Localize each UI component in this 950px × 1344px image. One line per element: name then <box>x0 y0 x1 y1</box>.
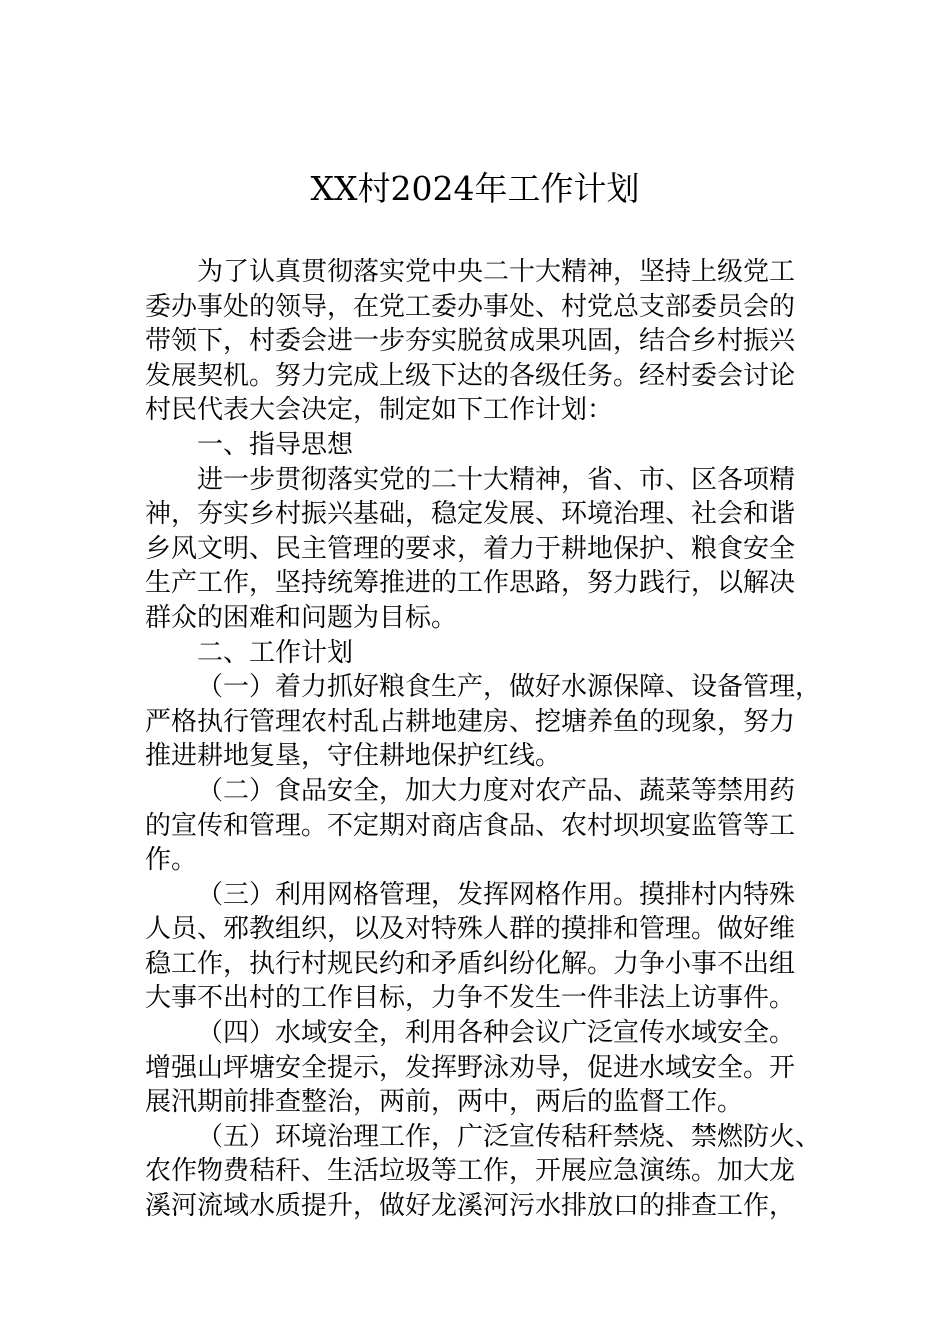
text-line: 带领下，村委会进一步夯实脱贫成果巩固，结合乡村振兴 <box>145 326 796 357</box>
text-line: 生产工作，坚持统筹推进的工作思路，努力践行，以解决 <box>145 568 796 599</box>
text-line: 进一步贯彻落实党的二十大精神，省、市、区各项精 <box>197 464 796 495</box>
text-line: 为了认真贯彻落实党中央二十大精神，坚持上级党工 <box>197 257 796 287</box>
text-line: 稳工作，执行村规民约和矛盾纠纷化解。力争小事不出组 <box>145 948 796 979</box>
text-line: 人员、邪教组织，以及对特殊人群的摸排和管理。做好维 <box>145 914 796 945</box>
text-line: 展汛期前排查整治，两前，两中，两后的监督工作。 <box>145 1087 744 1118</box>
section-heading: 一、指导思想 <box>197 429 354 460</box>
document-body <box>145 255 822 1224</box>
text-line: 增强山坪塘安全提示，发挥野泳劝导，促进水域安全。开 <box>145 1052 796 1083</box>
text-line: （五）环境治理工作，广泛宣传秸秆禁烧、禁燃防火、 <box>197 1121 822 1152</box>
text-line: 大事不出村的工作目标，力争不发生一件非法上访事件。 <box>145 983 796 1014</box>
text-line: 委办事处的领导，在党工委办事处、村党总支部委员会的 <box>145 291 796 322</box>
document-title: XX村2024年工作计划 <box>310 169 640 208</box>
text-line: 神，夯实乡村振兴基础，稳定发展、环境治理、社会和谐 <box>145 499 796 530</box>
text-line: （二）食品安全，加大力度对农产品、蔬菜等禁用药 <box>197 775 796 806</box>
text-line: （四）水域安全，利用各种会议广泛宣传水域安全。 <box>197 1018 796 1049</box>
text-line: （一）着力抓好粮食生产，做好水源保障、设备管理， <box>197 672 822 703</box>
text-line: 乡风文明、民主管理的要求，着力于耕地保护、粮食安全 <box>145 533 796 564</box>
text-line: 推进耕地复垦，守住耕地保护红线。 <box>145 741 562 772</box>
text-line: 农作物费秸秆、生活垃圾等工作，开展应急演练。加大龙 <box>145 1156 796 1187</box>
text-line: 作。 <box>145 845 198 876</box>
text-line: 的宣传和管理。不定期对商店食品、农村坝坝宴监管等工 <box>145 810 796 841</box>
text-line: 群众的困难和问题为目标。 <box>145 602 458 633</box>
text-line: 发展契机。努力完成上级下达的各级任务。经村委会讨论 <box>145 360 796 391</box>
text-line: 严格执行管理农村乱占耕地建房、挖塘养鱼的现象，努力 <box>145 706 796 737</box>
text-line: 村民代表大会决定，制定如下工作计划： <box>145 395 614 426</box>
section-heading: 二、工作计划 <box>197 637 354 668</box>
text-line: 溪河流域水质提升，做好龙溪河污水排放口的排查工作， <box>145 1191 796 1222</box>
text-line: （三）利用网格管理，发挥网格作用。摸排村内特殊 <box>197 879 796 910</box>
